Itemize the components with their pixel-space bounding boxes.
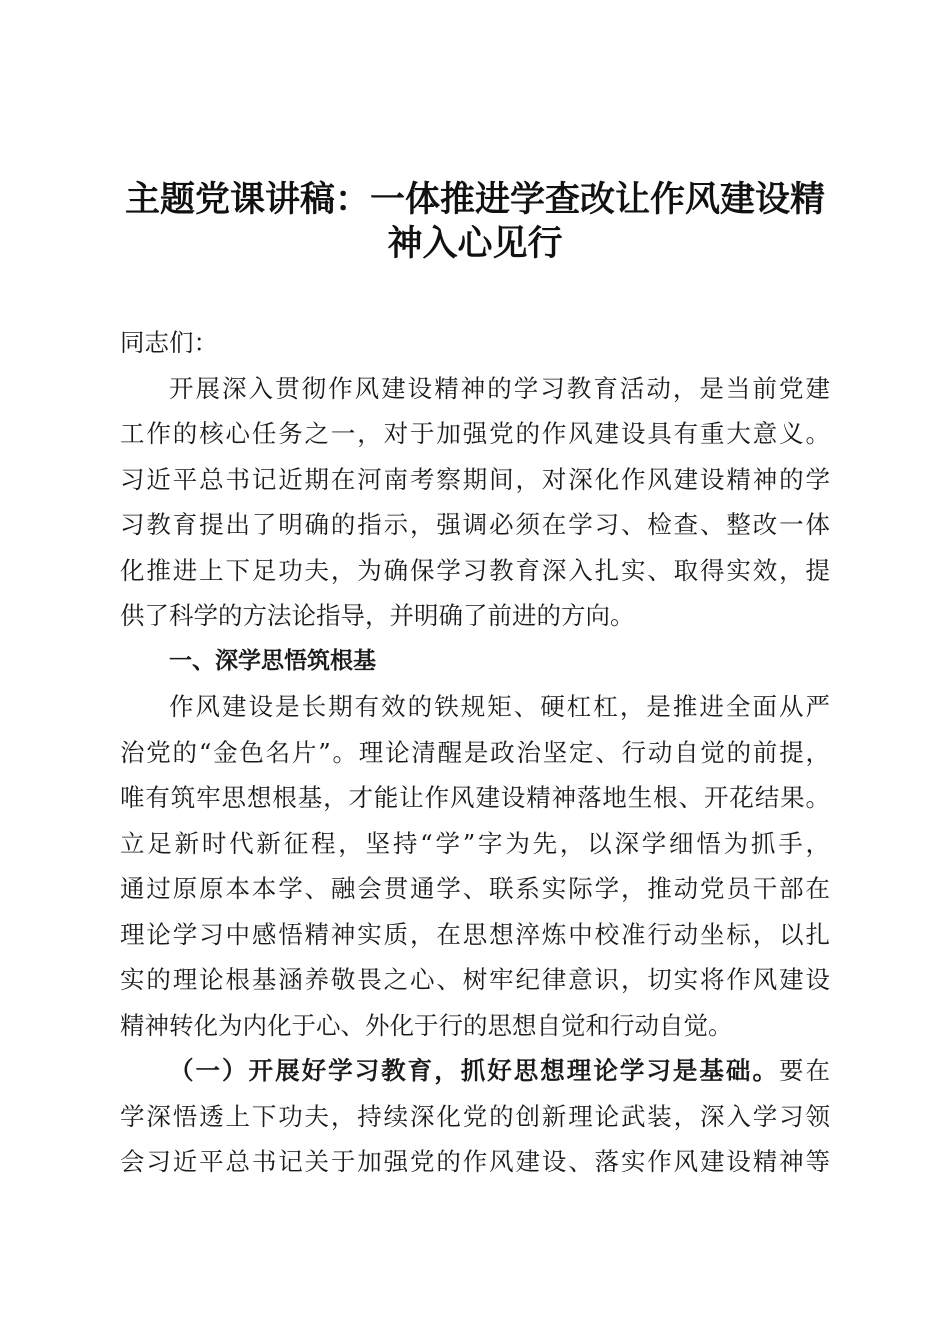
document-body xyxy=(120,320,830,1185)
paragraph-line: 实的理论根基涵养敬畏之心、树牢纪律意识，切实将作风建设 xyxy=(120,965,830,994)
paragraph-line: 唯有筑牢思想根基，才能让作风建设精神落地生根、开花结果。 xyxy=(120,783,830,812)
paragraph-line: 立足新时代新征程，坚持“学”字为先，以深学细悟为抓手， xyxy=(120,828,830,858)
paragraph-3 xyxy=(120,1048,830,1185)
paragraph-line: 通过原原本本学、融会贯通学、联系实际学，推动党员干部在 xyxy=(120,874,830,903)
paragraph-line: 会习近平总书记关于加强党的作风建设、落实作风建设精神等 xyxy=(120,1147,830,1176)
paragraph-2 xyxy=(120,684,830,1048)
paragraph-line: 作风建设是长期有效的铁规矩、硬杠杠，是推进全面从严 xyxy=(169,692,830,721)
subsection-heading: （一）开展好学习教育，抓好思想理论学习是基础。 xyxy=(169,1056,779,1085)
paragraph-1 xyxy=(120,366,830,639)
paragraph-line xyxy=(120,1048,830,1094)
paragraph-line: 治党的“金色名片”。理论清醒是政治坚定、行动自觉的前提， xyxy=(120,737,830,767)
paragraph-text: 要在 xyxy=(778,1056,831,1085)
document-title-line-2: 神入心见行 xyxy=(387,223,563,264)
section-heading-1: 一、深学思悟筑根基 xyxy=(169,647,376,674)
paragraph-line: 精神转化为内化于心、外化于行的思想自觉和行动自觉。 xyxy=(120,1010,733,1040)
paragraph-line: 学深悟透上下功夫，持续深化党的创新理论武装，深入学习领 xyxy=(120,1101,830,1131)
document-title-line-1: 主题党课讲稿：一体推进学查改让作风建设精 xyxy=(124,179,825,220)
paragraph-line: 供了科学的方法论指导，并明确了前进的方向。 xyxy=(120,601,635,630)
paragraph-line: 习教育提出了明确的指示，强调必须在学习、检查、整改一体 xyxy=(120,510,830,539)
paragraph-line: 习近平总书记近期在河南考察期间，对深化作风建设精神的学 xyxy=(120,464,830,494)
paragraph-line: 理论学习中感悟精神实质，在思想淬炼中校准行动坐标，以扎 xyxy=(120,919,830,949)
paragraph-line: 化推进上下足功夫，为确保学习教育深入扎实、取得实效，提 xyxy=(120,555,830,585)
salutation: 同志们： xyxy=(120,328,218,357)
paragraph-line: 工作的核心任务之一，对于加强党的作风建设具有重大意义。 xyxy=(120,419,830,448)
paragraph-line: 开展深入贯彻作风建设精神的学习教育活动，是当前党建 xyxy=(169,373,830,403)
